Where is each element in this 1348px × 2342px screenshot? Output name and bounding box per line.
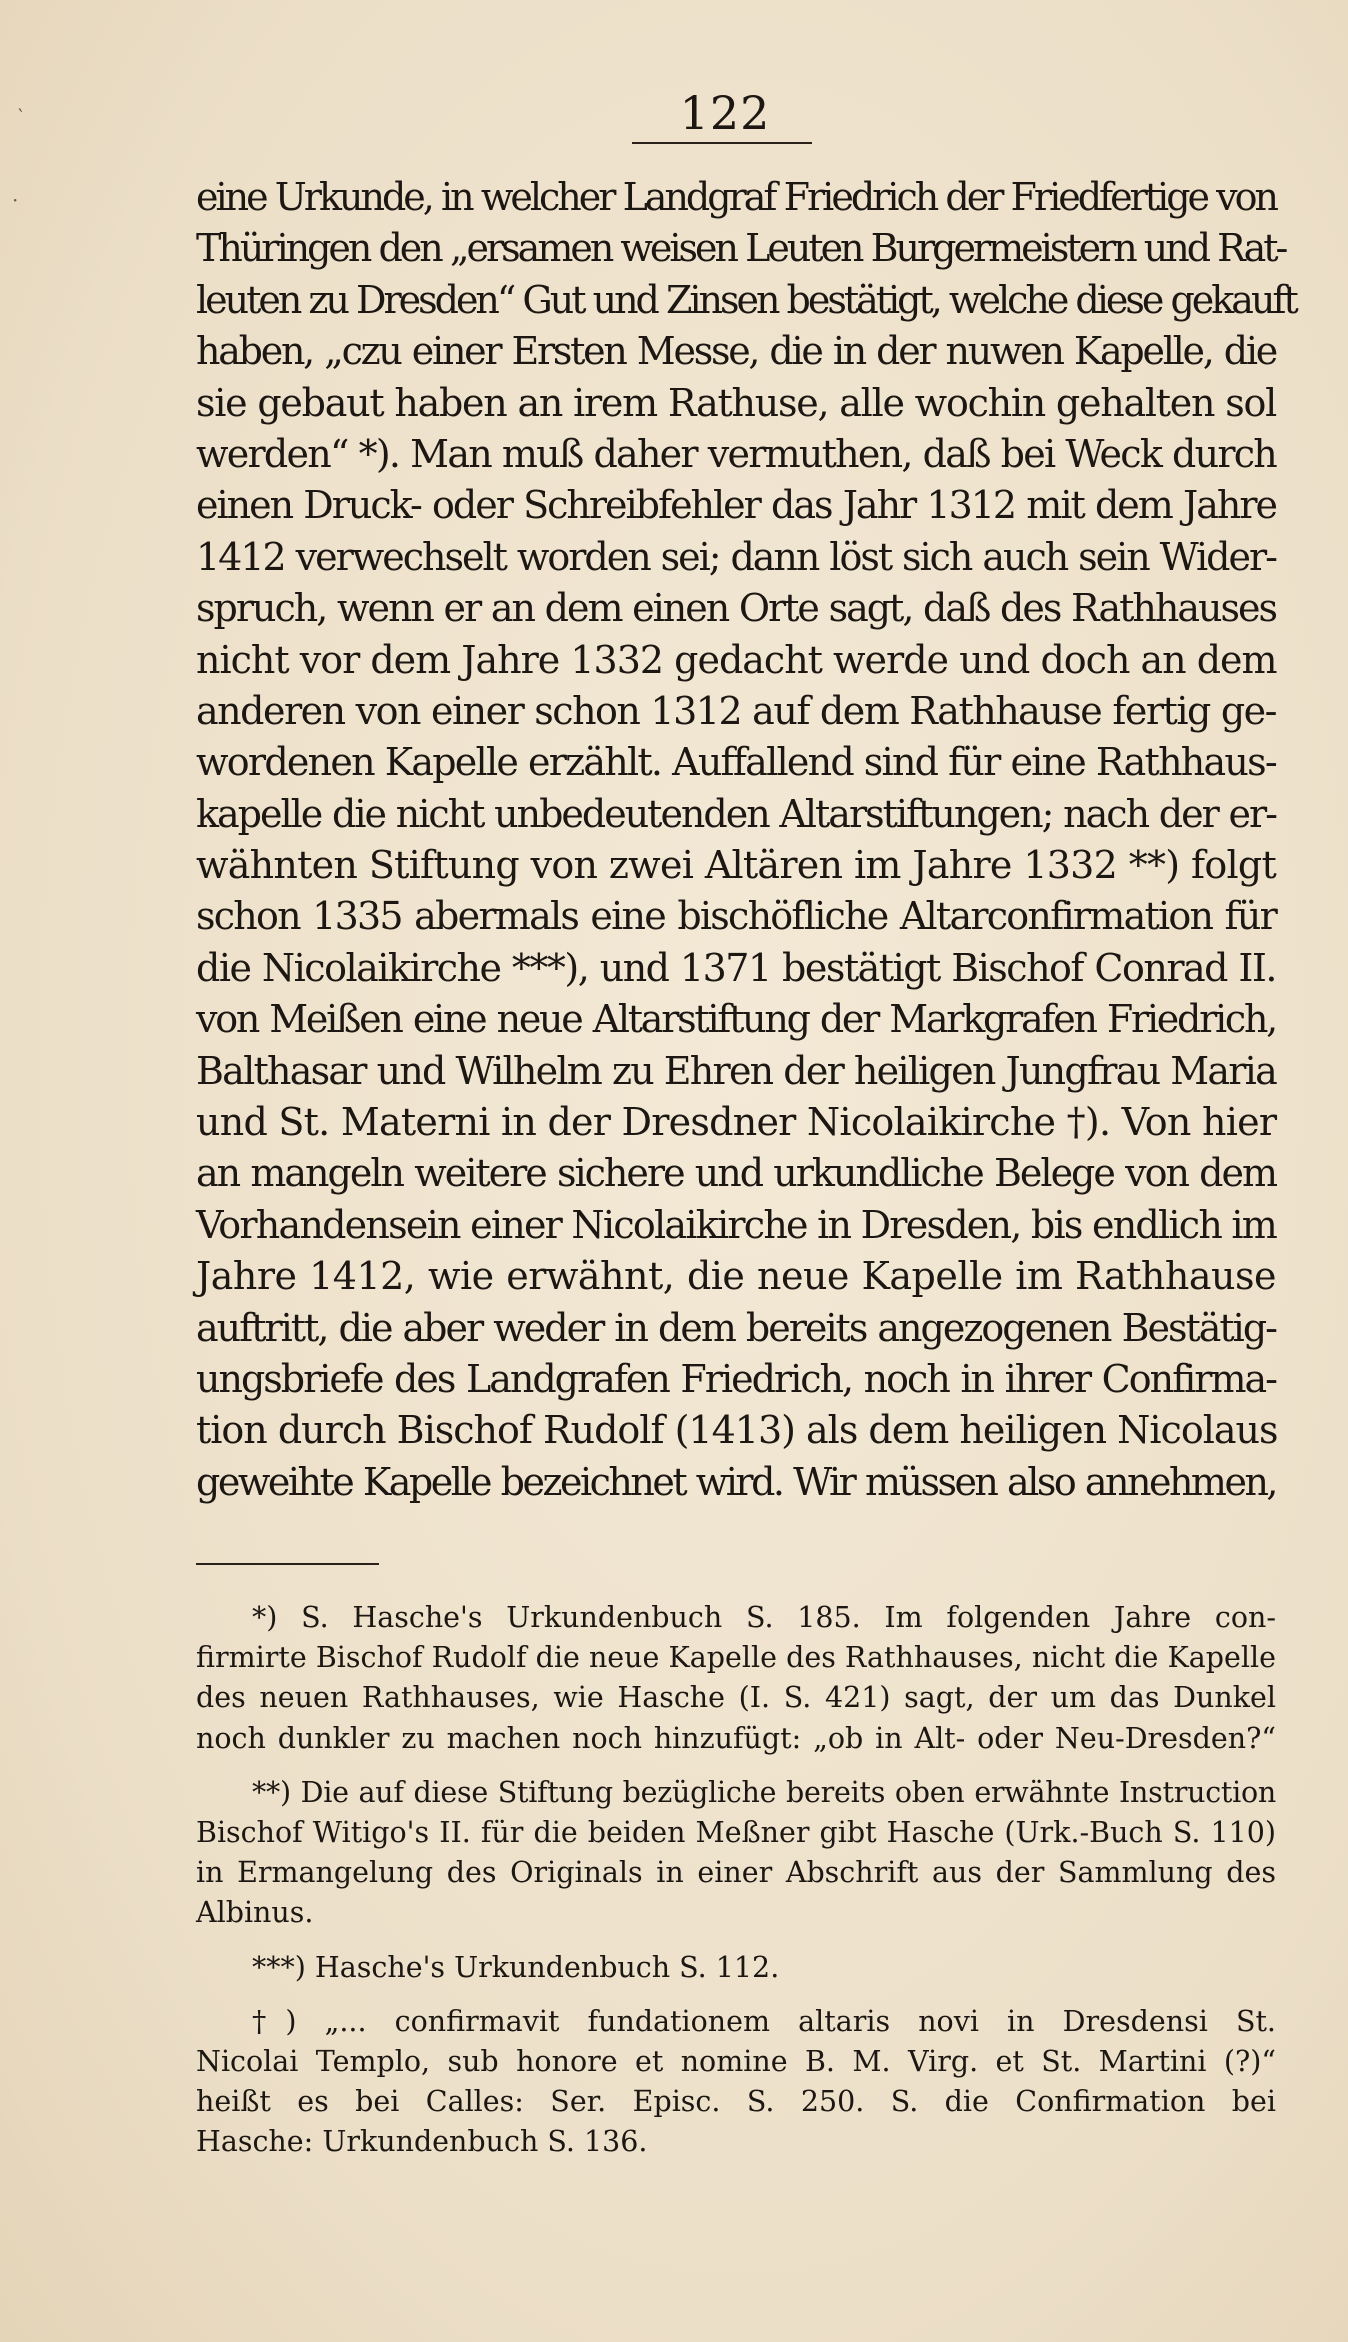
footnote-separator	[196, 1563, 379, 1565]
text-line: an mangeln weitere sichere und urkundliche Belege von dem	[196, 1151, 1276, 1196]
page-number-underline	[632, 142, 812, 144]
text-line: haben, „czu einer Ersten Messe, die in der nuwen Kapelle, die	[196, 329, 1276, 374]
text-line: leuten zu Dresden“ Gut und Zinsen bestätigt, welche diese gekauft	[196, 277, 1296, 322]
footnote-line: †) „... confirmavit fundationem altaris novi in Dresdensi St.	[252, 2004, 1276, 2038]
text-line: wordenen Kapelle erzählt. Auffallend sind für eine Rathhaus-	[196, 740, 1276, 785]
footnote-line: *) S. Hasche's Urkundenbuch S. 185. Im folgenden Jahre con-	[252, 1601, 1276, 1634]
text-line: und St. Materni in der Dresdner Nicolaikirche †). Von hier	[196, 1100, 1277, 1145]
footnote-line: Albinus.	[196, 1896, 314, 1930]
text-line: Thüringen den „ersamen weisen Leuten Burgermeistern und Rat-	[196, 226, 1286, 271]
footnote-line: heißt es bei Calles: Ser. Episc. S. 250. S. die Confirmation bei	[196, 2085, 1276, 2119]
text-line: einen Druck- oder Schreibfehler das Jahr 1312 mit dem Jahre	[196, 483, 1276, 528]
text-line: ungsbriefe des Landgrafen Friedrich, noch in ihrer Confirma-	[196, 1356, 1276, 1401]
text-line: sie gebaut haben an irem Rathuse, alle wochin gehalten sol	[196, 380, 1276, 425]
text-line: anderen von einer schon 1312 auf dem Rathhause fertig ge-	[196, 688, 1276, 733]
margin-speck: ‵	[18, 104, 23, 128]
footnote-line: **) Die auf diese Stiftung bezügliche bereits oben erwähnte Instruction	[252, 1775, 1276, 1809]
text-line: auftritt, die aber weder in dem bereits angezogenen Bestätig-	[196, 1305, 1276, 1350]
text-line: nicht vor dem Jahre 1332 gedacht werde und doch an dem	[196, 637, 1277, 682]
footnote-line: Bischof Witigo's II. für die beiden Meßner gibt Hasche (Urk.-Buch S. 110)	[196, 1815, 1276, 1849]
text-line: Balthasar und Wilhelm zu Ehren der heiligen Jungfrau Maria	[196, 1048, 1276, 1093]
footnote-3	[196, 1948, 1276, 1988]
text-line: 1412 verwechselt worden sei; dann löst sich auch sein Wider-	[196, 534, 1276, 579]
page-number: 122	[679, 86, 771, 140]
footnotes	[196, 1598, 1276, 2176]
text-line: Jahre 1412, wie erwähnt, die neue Kapelle im Rathhause	[196, 1254, 1276, 1299]
text-line: kapelle die nicht unbedeutenden Altarstiftungen; nach der er-	[196, 791, 1276, 836]
text-line: tion durch Bischof Rudolf (1413) als dem heiligen Nicolaus	[196, 1408, 1278, 1453]
text-line: von Meißen eine neue Altarstiftung der Markgrafen Friedrich,	[196, 997, 1276, 1042]
text-line: geweihte Kapelle bezeichnet wird. Wir müssen also annehmen,	[196, 1459, 1276, 1504]
footnote-1	[196, 1598, 1276, 1759]
footnote-line: des neuen Rathhauses, wie Hasche (I. S. 421) sagt, der um das Dunkel	[196, 1681, 1276, 1715]
footnote-line: in Ermangelung des Originals in einer Abschrift aus der Sammlung des	[196, 1856, 1276, 1890]
text-line: Vorhandensein einer Nicolaikirche in Dresden, bis endlich im	[196, 1202, 1277, 1247]
footnote-2	[196, 1773, 1276, 1934]
text-line: die Nicolaikirche ***), und 1371 bestätigt Bischof Conrad II.	[196, 945, 1276, 990]
footnote-line: firmirte Bischof Rudolf die neue Kapelle des Rathhauses, nicht die Kapelle	[196, 1641, 1276, 1675]
footnote-4	[196, 2002, 1276, 2163]
footnote-line: ***) Hasche's Urkundenbuch S. 112.	[252, 1950, 780, 1984]
body-text	[196, 172, 1296, 1508]
text-line: eine Urkunde, in welcher Landgraf Friedrich der Friedfertige von	[196, 175, 1276, 219]
margin-speck: ·	[12, 188, 19, 212]
text-line: werden“ *). Man muß daher vermuthen, daß bei Weck durch	[196, 431, 1276, 476]
footnote-line: Nicolai Templo, sub honore et nomine B. M. Virg. et St. Martini (?)“	[196, 2044, 1276, 2078]
text-line: spruch, wenn er an dem einen Orte sagt, daß des Rathhauses	[196, 586, 1276, 631]
text-line: schon 1335 abermals eine bischöfliche Altarconfirmation für	[196, 894, 1276, 939]
footnote-line: Hasche: Urkundenbuch S. 136.	[196, 2125, 648, 2159]
text-line: wähnten Stiftung von zwei Altären im Jahre 1332 **) folgt	[196, 843, 1276, 888]
footnote-line: noch dunkler zu machen noch hinzufügt: „ob in Alt- oder Neu-Dresden?“	[196, 1721, 1276, 1755]
